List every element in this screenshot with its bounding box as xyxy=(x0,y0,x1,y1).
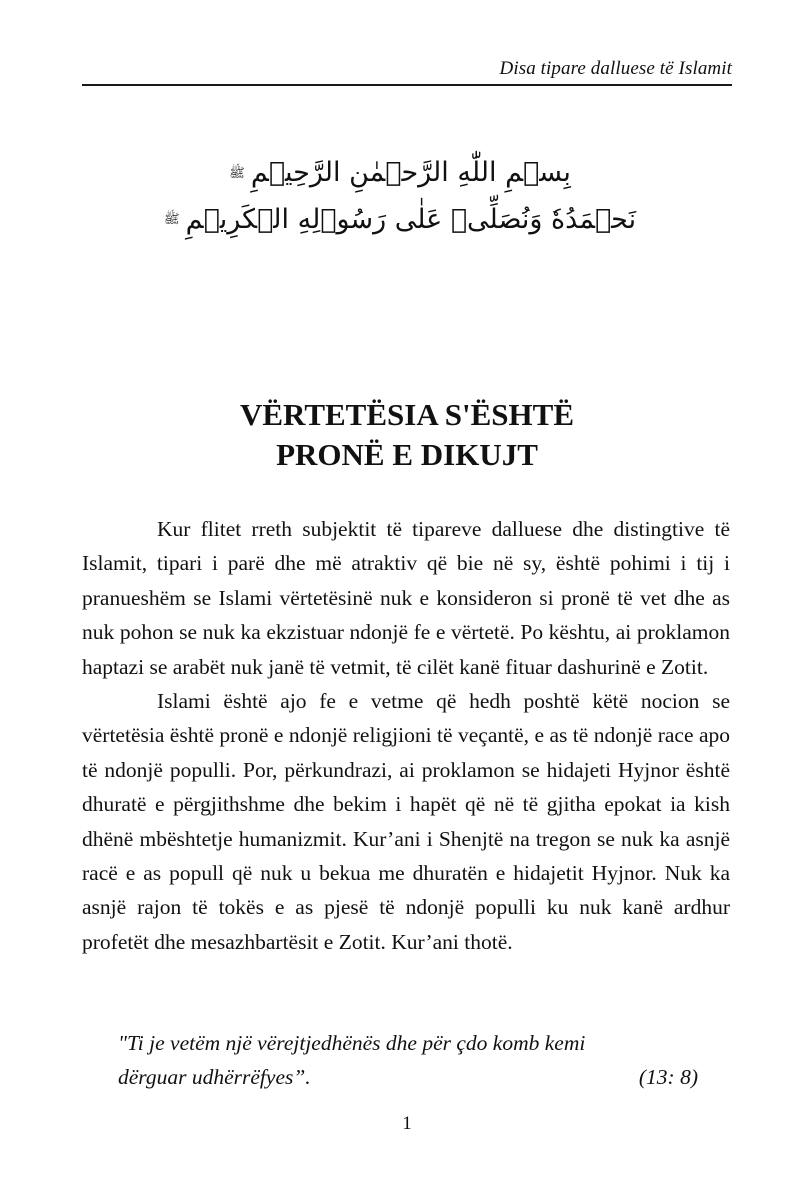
body-text xyxy=(82,512,730,959)
quote-line-2 xyxy=(118,1060,698,1094)
paragraph-2: Islami është ajo fe e vetme që hedh poshtë këtë nocion se vërtetësia është pronë e ndonjë religjioni të veçantë, e as të ndonjë race apo të ndonjë populli. Por, përkundrazi, ai proklamon se hidajeti Hyjnor është dhuratë e përgjithshme dhe bekim i hapët që në të gjitha epokat ia kish dhënë mbështetje humanizmit. Kur’ani i Shenjtë na tregon se nuk ka asnjë racë e as popull që nuk u bekua me dhuratën e hidajetit Hyjnor. Nuk ka asnjë rajon të tokës e as pjesë të ndonjë populli ku nuk kanë ardhur profetët dhe mesazhbartësit e Zotit. Kur’ani thotë. xyxy=(82,689,730,954)
arabic-salutation-text: نَحۡمَدُهٗ وَنُصَلِّىۡ عَلٰى رَسُوۡلِهِ الۡكَرِيۡمِ xyxy=(185,203,637,235)
arabic-end-sign-icon: ﷺ xyxy=(229,165,245,181)
quran-quote xyxy=(118,1026,698,1095)
quote-line-2-text: dërguar udhërrëfyes”. xyxy=(118,1065,311,1090)
arabic-salutation xyxy=(150,197,650,244)
chapter-title-line-1: VËRTETËSIA S'ËSHTË xyxy=(239,397,575,432)
paragraph-1: Kur flitet rreth subjektit të tipareve dalluese dhe distingtive të Islamit, tipari i parë dhe më atraktiv që bie në sy, është pohimi i tij i pranueshëm se Islami vërtetësinë nuk e konsideron si pronë të vet dhe as nuk pohon se nuk ka ekzistuar ndonjë fe e vërtetë. Po kështu, ai proklamon haptazi se arabët nuk janë të vetmit, të cilët kanë fituar dashurinë e Zotit. xyxy=(82,517,730,679)
header-rule xyxy=(82,84,732,86)
arabic-basmala-text: بِسۡمِ اللّٰهِ الرَّحۡمٰنِ الرَّحِيۡمِ xyxy=(250,157,571,188)
chapter-title-line-2: PRONË E DIKUJT xyxy=(276,437,538,472)
running-header: Disa tipare dalluese të Islamit xyxy=(499,58,732,79)
quote-reference: (13: 8) xyxy=(638,1065,698,1090)
chapter-title xyxy=(82,395,732,475)
quote-line-1: "Ti je vetëm një vërejtjedhënës dhe për çdo komb kemi xyxy=(118,1031,586,1055)
arabic-invocation xyxy=(150,150,650,243)
arabic-end-sign-icon: ﷺ xyxy=(163,212,180,227)
arabic-basmala xyxy=(150,150,650,197)
page-number: 1 xyxy=(402,1113,412,1134)
